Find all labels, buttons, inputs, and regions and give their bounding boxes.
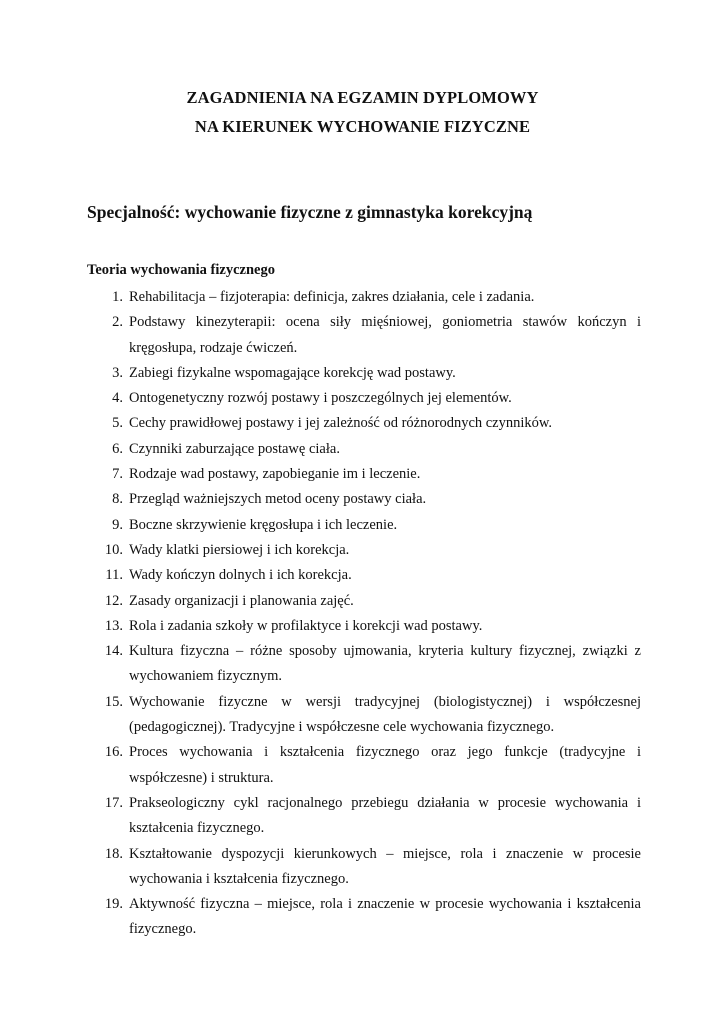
item-number: 5. <box>112 415 123 432</box>
item-text: Rodzaje wad postawy, zapobieganie im i leczenie. <box>129 466 421 483</box>
list-item <box>87 513 641 538</box>
item-number: 2. <box>112 314 123 331</box>
item-text: Aktywność fizyczna – miejsce, rola i znaczenie w procesie wychowania i kształcenia fizycznego. <box>129 896 641 938</box>
list-item <box>87 462 641 487</box>
item-number: 18. <box>104 845 123 862</box>
item-number: 13. <box>104 617 123 634</box>
item-text: Zasady organizacji i planowania zajęć. <box>129 592 354 609</box>
item-text: Rehabilitacja – fizjoterapia: definicja, zakres działania, cele i zadania. <box>129 289 535 305</box>
item-text: Wady klatki piersiowej i ich korekcja. <box>129 541 350 558</box>
list-item <box>87 740 641 791</box>
document-title-line-1: ZAGADNIENIA NA EGZAMIN DYPLOMOWY <box>186 88 539 107</box>
item-text: Ontogenetyczny rozwój postawy i poszczególnych jej elementów. <box>129 390 512 407</box>
list-item <box>87 538 641 563</box>
item-number: 11. <box>105 567 123 584</box>
list-item <box>87 690 641 741</box>
item-text: Wady kończyn dolnych i ich korekcja. <box>129 567 352 584</box>
item-text: Boczne skrzywienie kręgosłupa i ich leczenie. <box>129 516 398 533</box>
list-item <box>87 487 641 512</box>
item-text: Czynniki zaburzające postawę ciała. <box>129 440 340 457</box>
list-item <box>87 639 641 690</box>
item-number: 7. <box>112 466 123 483</box>
list-item <box>87 310 641 361</box>
item-number: 6. <box>112 440 123 457</box>
list-item <box>87 386 641 411</box>
item-number: 8. <box>112 491 123 508</box>
topics-list <box>87 285 641 943</box>
list-item <box>87 437 641 462</box>
list-item <box>87 411 641 436</box>
item-number: 12. <box>104 592 123 609</box>
item-text: Kształtowanie dyspozycji kierunkowych – miejsce, rola i znaczenie w procesie wychowania i kształcenia fizycznego. <box>129 845 641 887</box>
item-text: Cechy prawidłowej postawy i jej zależność od różnorodnych czynników. <box>129 415 553 432</box>
item-text: Przegląd ważniejszych metod oceny postawy ciała. <box>129 491 427 508</box>
item-text: Podstawy kinezyterapii: ocena siły mięśniowej, goniometria stawów kończyn i kręgosłupa, rodzaje ćwiczeń. <box>129 314 641 356</box>
list-item <box>87 614 641 639</box>
item-number: 16. <box>104 744 123 761</box>
list-item <box>87 842 641 893</box>
list-item <box>87 589 641 614</box>
item-number: 17. <box>104 794 123 811</box>
item-text: Rola i zadania szkoły w profilaktyce i korekcji wad postawy. <box>129 617 483 634</box>
document-title-line-2: NA KIERUNEK WYCHOWANIE FIZYCZNE <box>194 117 531 136</box>
item-number: 19. <box>104 896 123 913</box>
list-item <box>87 791 641 842</box>
item-number: 10. <box>104 541 123 558</box>
item-text: Kultura fizyczna – różne sposoby ujmowania, kryteria kultury fizycznej, związki z wychowaniem fizycznym. <box>129 643 641 685</box>
section-title: Teoria wychowania fizycznego <box>87 262 275 278</box>
list-item <box>87 361 641 386</box>
item-text: Prakseologiczny cykl racjonalnego przebiegu działania w procesie wychowania i kształcenia fizycznego. <box>129 794 641 837</box>
specialty-heading: Specjalność: wychowanie fizyczne z gimnastyka korekcyjną <box>87 202 533 222</box>
item-text: Wychowanie fizyczne w wersji tradycyjnej (biologistycznej) i współczesnej (pedagogicznej). Tradycyjne i współczesne cele wychowania fizycznego. <box>129 693 641 736</box>
item-text: Zabiegi fizykalne wspomagające korekcję wad postawy. <box>129 364 456 381</box>
item-number: 9. <box>112 516 123 533</box>
item-number: 14. <box>104 643 123 660</box>
list-item <box>87 563 641 588</box>
item-number: 3. <box>112 364 123 381</box>
list-item <box>87 892 641 943</box>
list-item <box>87 285 641 310</box>
item-text: Proces wychowania i kształcenia fizycznego oraz jego funkcje (tradycyjne i współczesne) i struktura. <box>129 744 641 786</box>
item-number: 15. <box>104 693 123 710</box>
item-number: 4. <box>112 390 123 407</box>
item-number: 1. <box>112 289 123 305</box>
